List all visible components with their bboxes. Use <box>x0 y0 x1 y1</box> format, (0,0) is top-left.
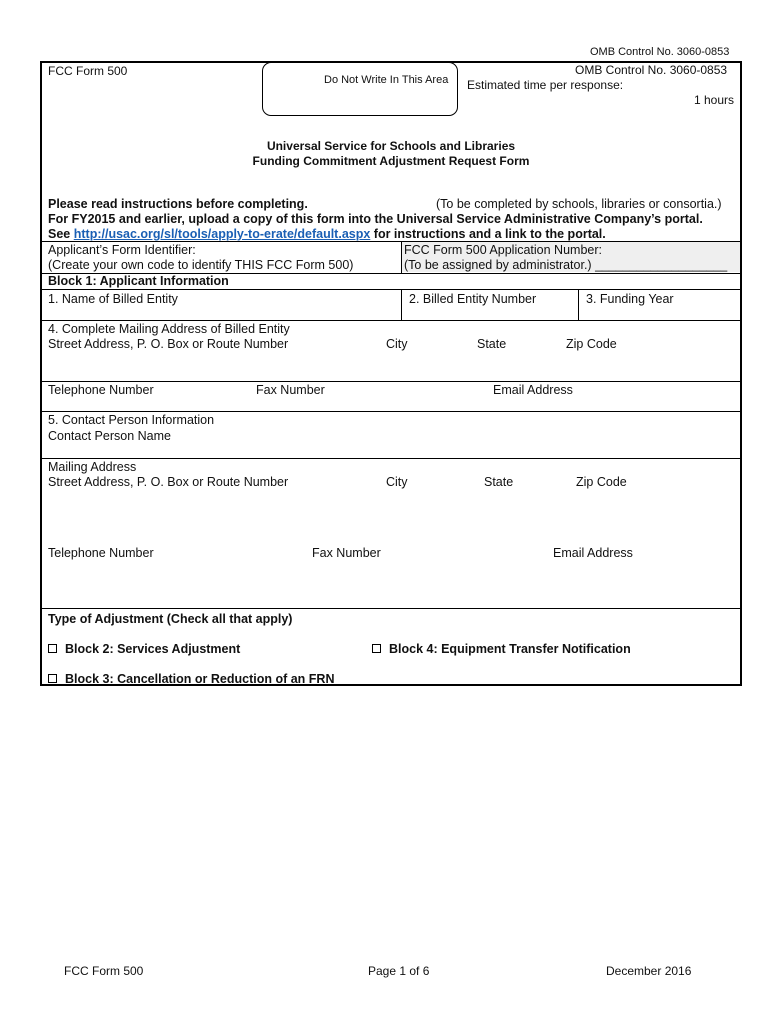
option-block2[interactable] <box>48 642 240 656</box>
street-address-field[interactable]: Street Address, P. O. Box or Route Number <box>48 337 289 351</box>
adjustment-heading: Type of Adjustment (Check all that apply) <box>48 612 293 626</box>
option-block3-label: Block 3: Cancellation or Reduction of an FRN <box>65 672 335 686</box>
footer-form-name: FCC Form 500 <box>64 964 144 978</box>
read-instructions: Please read instructions before completing. <box>48 197 308 211</box>
footer-page-number: Page 1 of 6 <box>368 964 430 978</box>
option-block4[interactable] <box>372 642 631 656</box>
option-block4-label: Block 4: Equipment Transfer Notification <box>389 642 631 656</box>
contact-telephone-field[interactable]: Telephone Number <box>48 546 154 560</box>
contact-person-name-field[interactable]: Contact Person Name <box>48 429 171 443</box>
see-portal-line <box>48 227 606 241</box>
fax-field[interactable]: Fax Number <box>256 383 325 397</box>
state-field[interactable]: State <box>477 337 507 351</box>
form-title-line2: Funding Commitment Adjustment Request Form <box>252 154 530 168</box>
name-of-billed-entity[interactable]: 1. Name of Billed Entity <box>48 292 178 306</box>
telephone-field[interactable]: Telephone Number <box>48 383 154 397</box>
zip-code-field[interactable]: Zip Code <box>566 337 617 351</box>
checkbox-block3[interactable] <box>48 674 57 683</box>
do-not-write-text: Do Not Write In This Area <box>324 74 449 86</box>
contact-email-field[interactable]: Email Address <box>553 546 633 560</box>
contact-fax-field[interactable]: Fax Number <box>312 546 381 560</box>
option-block3[interactable] <box>48 672 334 686</box>
block1-heading: Block 1: Applicant Information <box>48 274 229 288</box>
contact-state-field[interactable]: State <box>484 475 514 489</box>
mailing-address-heading: 4. Complete Mailing Address of Billed Entity <box>48 322 290 336</box>
option-block2-label: Block 2: Services Adjustment <box>65 642 241 656</box>
application-number-label: FCC Form 500 Application Number: <box>404 243 602 257</box>
see-text: See <box>48 227 71 241</box>
checkbox-block4[interactable] <box>372 644 381 653</box>
contact-city-field[interactable]: City <box>386 475 408 489</box>
applicant-identifier-note: (Create your own code to identify THIS FCC Form 500) <box>48 258 354 272</box>
email-field[interactable]: Email Address <box>493 383 573 397</box>
estimated-time-label: Estimated time per response: <box>467 78 624 92</box>
city-field[interactable]: City <box>386 337 408 351</box>
after-link-text: for instructions and a link to the portal. <box>373 227 606 241</box>
applicant-identifier-label: Applicant’s Form Identifier: <box>48 243 196 257</box>
omb-control-box: OMB Control No. 3060-0853 <box>575 63 728 77</box>
contact-person-heading: 5. Contact Person Information <box>48 413 215 427</box>
contact-mailing-address-label: Mailing Address <box>48 460 137 474</box>
application-number-note: (To be assigned by administrator.) ___________________ <box>404 258 728 272</box>
contact-street-address-field[interactable]: Street Address, P. O. Box or Route Number <box>48 475 289 489</box>
form-title-line1: Universal Service for Schools and Libraries <box>266 139 516 153</box>
fy2015-note: For FY2015 and earlier, upload a copy of this form into the Universal Service Administrative Company’s portal. <box>48 212 703 226</box>
hours-value: 1 hours <box>694 93 735 107</box>
completed-by-note: (To be completed by schools, libraries or consortia.) <box>436 197 722 211</box>
funding-year[interactable]: 3. Funding Year <box>586 292 674 306</box>
do-not-write-box <box>262 62 458 116</box>
contact-zip-code-field[interactable]: Zip Code <box>576 475 627 489</box>
usac-link[interactable]: http://usac.org/sl/tools/apply-to-erate/default.aspx <box>73 227 371 241</box>
footer-date: December 2016 <box>606 964 692 978</box>
billed-entity-number[interactable]: 2. Billed Entity Number <box>409 292 537 306</box>
form-name: FCC Form 500 <box>48 64 128 78</box>
checkbox-block2[interactable] <box>48 644 57 653</box>
omb-control-top: OMB Control No. 3060-0853 <box>590 46 730 58</box>
